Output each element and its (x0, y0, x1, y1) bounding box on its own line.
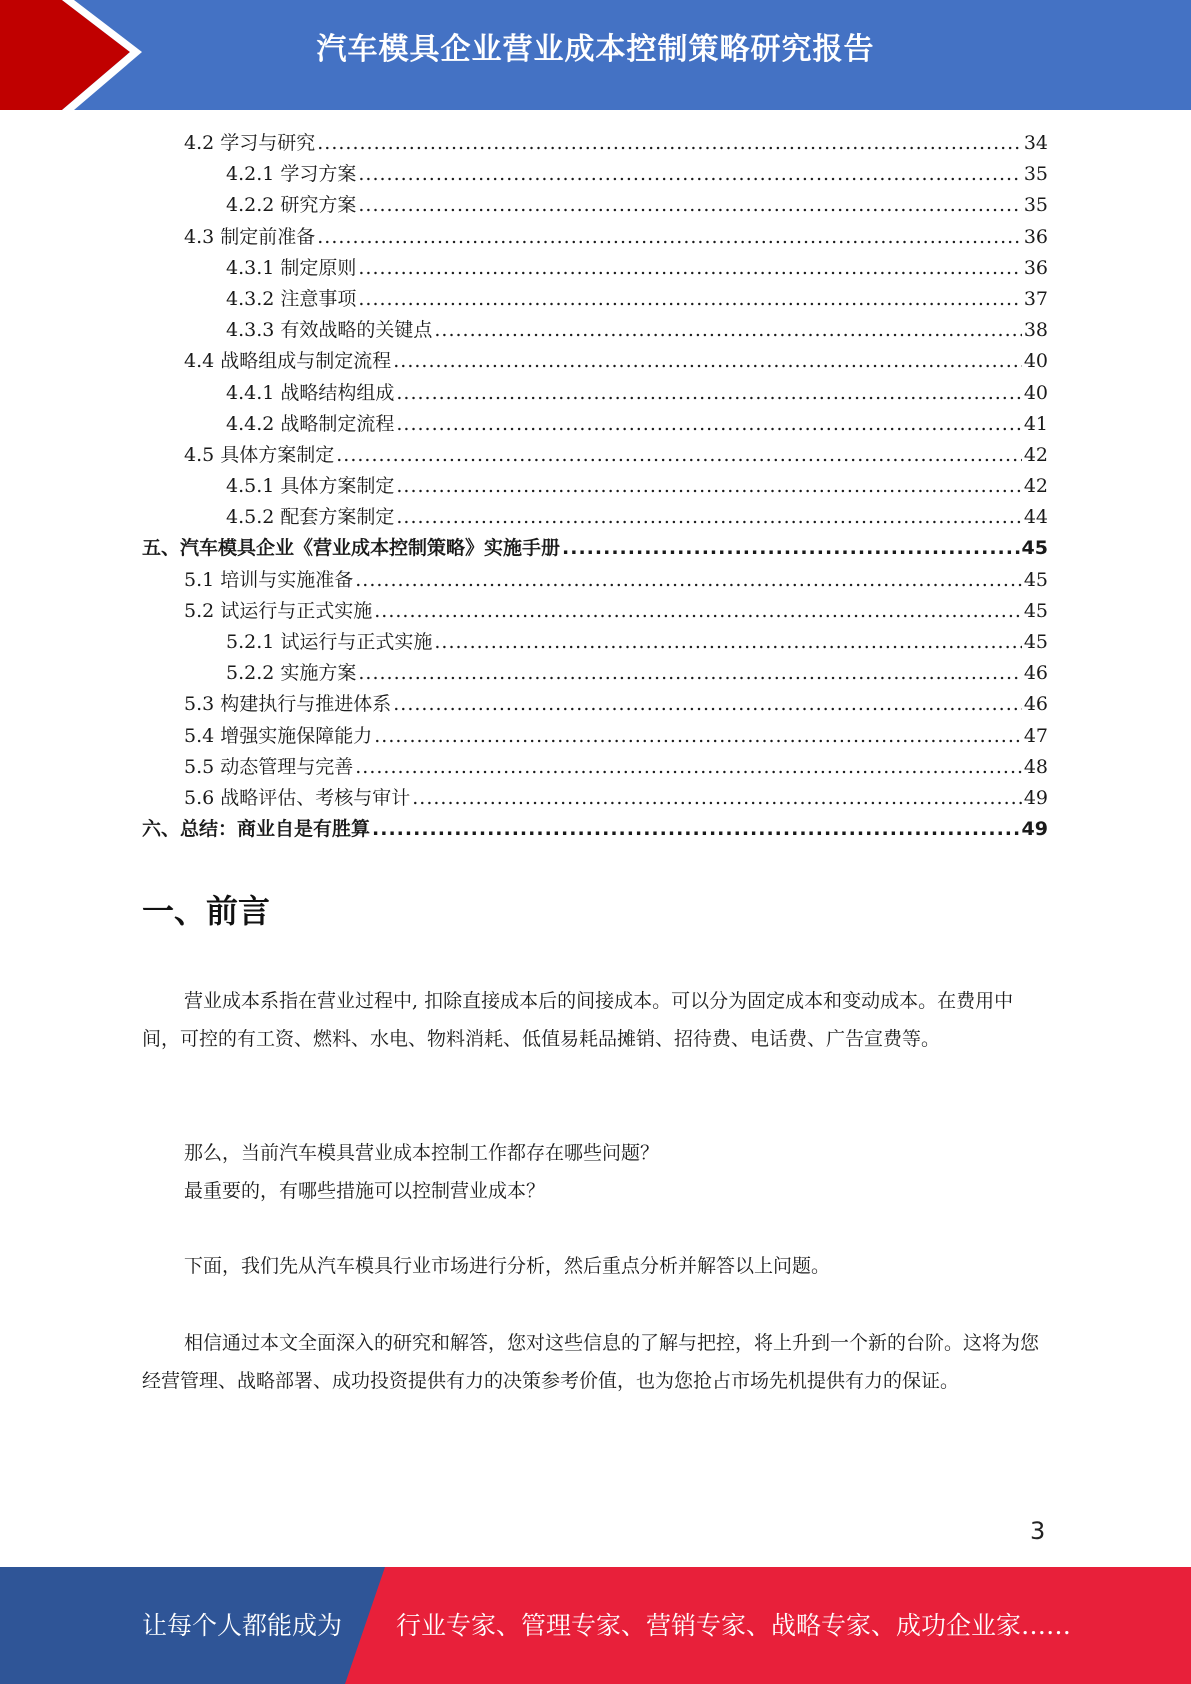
toc-entry-page: 40 (1023, 350, 1048, 373)
toc-entry-page: 45 (1023, 568, 1048, 591)
toc-entry-page: 49 (1023, 786, 1048, 809)
toc-entry-page: 49 (1021, 818, 1048, 841)
toc-entry-page: 48 (1023, 755, 1048, 778)
toc-leader-dots (396, 502, 1021, 533)
toc-entry[interactable] (142, 378, 1048, 409)
toc-entry[interactable] (142, 346, 1048, 377)
toc-entry[interactable] (142, 783, 1048, 814)
toc-leader-dots (374, 596, 1022, 627)
toc-entry-label: 4.5 具体方案制定 (184, 443, 335, 466)
toc-entry-page: 45 (1023, 631, 1048, 653)
toc-entry-label: 4.3 制定前准备 (184, 225, 316, 248)
page-header (0, 0, 1191, 110)
toc-entry-label: 4.2.1 学习方案 (226, 163, 357, 186)
toc-entry-page: 38 (1023, 319, 1048, 342)
toc-entry-label: 4.4.1 战略结构组成 (226, 381, 395, 404)
toc-leader-dots (434, 315, 1021, 346)
toc-entry-label: 4.3.2 注意事项 (226, 287, 357, 310)
toc-entry-page: 36 (1023, 256, 1048, 279)
toc-leader-dots (358, 253, 1021, 284)
toc-leader-dots (434, 627, 1021, 658)
toc-leader-dots (317, 222, 1022, 253)
toc-leader-dots (358, 284, 1021, 315)
toc-entry[interactable] (142, 596, 1048, 627)
toc-entry-page: 44 (1023, 506, 1048, 529)
toc-entry-page: 46 (1023, 662, 1048, 685)
toc-entry-page: 46 (1023, 693, 1048, 716)
toc-entry-page: 40 (1023, 381, 1048, 404)
toc-entry-label: 4.2.2 研究方案 (226, 194, 357, 217)
toc-entry-label: 5.6 战略评估、考核与审计 (184, 786, 411, 809)
footer-slogan-right: 行业专家、管理专家、营销专家、战略专家、成功企业家…… (396, 1611, 1072, 1640)
toc-entry-label: 4.5.2 配套方案制定 (226, 506, 395, 529)
toc-entry-label: 4.4.2 战略制定流程 (226, 412, 395, 435)
toc-entry-page: 35 (1023, 194, 1048, 217)
toc-entry-label: 5.2 试运行与正式实施 (184, 599, 373, 622)
toc-leader-dots (372, 814, 1020, 845)
toc-entry[interactable] (142, 440, 1048, 471)
question-2: 最重要的，有哪些措施可以控制营业成本？ (184, 1180, 546, 1202)
toc-entry-page: 41 (1023, 412, 1048, 435)
toc-entry-label: 5.4 增强实施保障能力 (184, 724, 373, 747)
toc-entry-page: 47 (1023, 724, 1048, 747)
toc-entry[interactable] (142, 627, 1048, 658)
closing-paragraph: 相信通过本文全面深入的研究和解答，您对这些信息的了解与把控，将上升到一个新的台阶。这将为您经营管理、战略部署、成功投资提供有力的决策参考价值，也为您抢占市场先机提供有力的保证。 (142, 1332, 1040, 1392)
page-number: 3 (1030, 1517, 1046, 1545)
toc-entry[interactable] (142, 190, 1048, 221)
toc-entry-label: 5.2.2 实施方案 (226, 662, 357, 685)
table-of-contents (142, 128, 1048, 845)
toc-leader-dots (393, 689, 1022, 720)
analysis-note: 下面，我们先从汽车模具行业市场进行分析，然后重点分析并解答以上问题。 (184, 1255, 831, 1277)
toc-leader-dots (393, 346, 1022, 377)
toc-leader-dots (374, 721, 1022, 752)
toc-entry[interactable] (142, 565, 1048, 596)
toc-entry-page: 42 (1023, 475, 1048, 498)
toc-entry-label: 5.3 构建执行与推进体系 (184, 693, 392, 716)
toc-leader-dots (355, 565, 1022, 596)
toc-entry[interactable] (142, 222, 1048, 253)
toc-entry[interactable] (142, 533, 1048, 564)
footer-slogan-left: 让每个人都能成为 (142, 1611, 343, 1640)
toc-entry-page: 35 (1023, 163, 1048, 186)
toc-entry[interactable] (142, 315, 1048, 346)
toc-entry-page: 45 (1023, 599, 1048, 622)
toc-leader-dots (355, 752, 1022, 783)
toc-entry-label: 5.1 培训与实施准备 (184, 568, 354, 591)
toc-entry-page: 36 (1023, 225, 1048, 248)
toc-entry[interactable] (142, 284, 1048, 315)
toc-leader-dots (396, 471, 1021, 502)
toc-entry-page: 34 (1023, 132, 1048, 154)
toc-leader-dots (396, 409, 1021, 440)
toc-entry[interactable] (142, 658, 1048, 689)
toc-entry-label: 5.5 动态管理与完善 (184, 755, 354, 778)
toc-entry[interactable] (142, 689, 1048, 720)
toc-entry[interactable] (142, 752, 1048, 783)
toc-entry-label: 4.4 战略组成与制定流程 (184, 350, 392, 373)
page-footer (0, 1567, 1191, 1684)
toc-entry[interactable] (142, 159, 1048, 190)
toc-entry-label: 4.2 学习与研究 (184, 132, 316, 154)
toc-entry-label: 六、总结：商业自是有胜算 (142, 818, 371, 841)
toc-entry[interactable] (142, 814, 1048, 845)
toc-leader-dots (317, 128, 1022, 159)
document-title: 汽车模具企业营业成本控制策略研究报告 (316, 32, 875, 67)
intro-paragraph: 营业成本系指在营业过程中, 扣除直接成本后的间接成本。可以分为固定成本和变动成本。在费用中间，可控的有工资、燃料、水电、物料消耗、低值易耗品摊销、招待费、电话费、广告宣费等。 (142, 990, 1014, 1050)
toc-leader-dots (358, 658, 1021, 689)
toc-entry[interactable] (142, 128, 1048, 159)
toc-entry-label: 4.3.3 有效战略的关键点 (226, 319, 433, 342)
toc-entry-label: 五、汽车模具企业《营业成本控制策略》实施手册 (142, 537, 561, 560)
toc-leader-dots (562, 533, 1020, 564)
toc-entry-label: 4.5.1 具体方案制定 (226, 475, 395, 498)
section-heading: 一、前言 (142, 892, 271, 930)
toc-leader-dots (358, 190, 1021, 221)
toc-entry[interactable] (142, 471, 1048, 502)
toc-leader-dots (336, 440, 1022, 471)
toc-entry-label: 5.2.1 试运行与正式实施 (226, 631, 433, 653)
toc-entry[interactable] (142, 253, 1048, 284)
toc-entry-page: 37 (1023, 287, 1048, 310)
toc-entry[interactable] (142, 502, 1048, 533)
toc-entry-label: 4.3.1 制定原则 (226, 256, 357, 279)
question-1: 那么，当前汽车模具营业成本控制工作都存在哪些问题？ (184, 1142, 660, 1164)
toc-entry[interactable] (142, 409, 1048, 440)
toc-entry-page: 42 (1023, 443, 1048, 466)
toc-leader-dots (358, 159, 1021, 190)
toc-entry[interactable] (142, 721, 1048, 752)
toc-entry-page: 45 (1021, 537, 1048, 560)
toc-leader-dots (396, 378, 1021, 409)
toc-leader-dots (412, 783, 1022, 814)
